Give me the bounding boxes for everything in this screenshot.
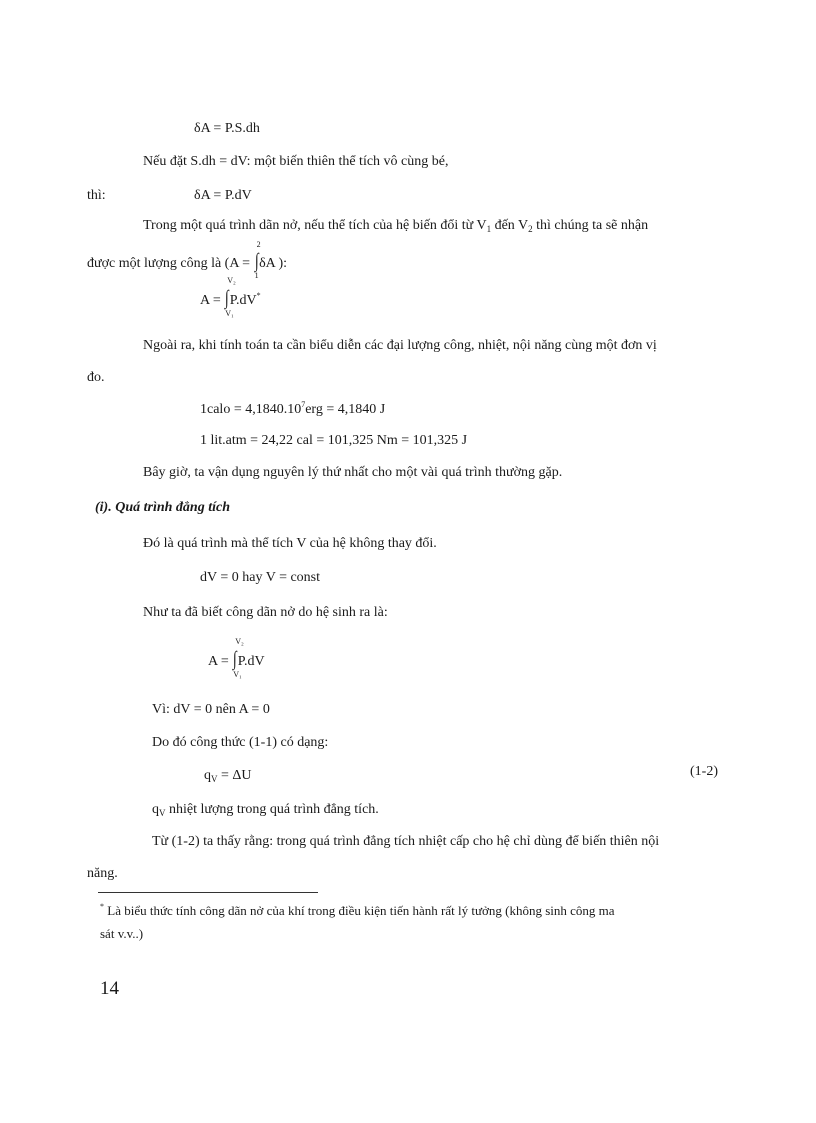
footnote-line1	[100, 903, 615, 919]
paragraph-nhu-ta: Như ta đã biết công dãn nở do hệ sinh ra là:	[143, 605, 388, 620]
integral-lower-limit: 1	[254, 271, 259, 280]
footnote-marker: *	[256, 291, 261, 300]
equation-number: (1-2)	[690, 764, 718, 779]
integral-symbol	[232, 637, 244, 679]
paragraph-do-do: Do đó công thức (1-1) có dạng:	[152, 735, 329, 750]
paragraph-tu-line2: năng.	[87, 866, 118, 881]
subscript: 1	[486, 224, 492, 234]
equation-lhs: A =	[200, 293, 225, 308]
paragraph-bay-gio: Bây giờ, ta vận dụng nguyên lý thứ nhất cho một vài quá trình thường gặp.	[143, 465, 563, 480]
equation-lhs: A =	[208, 654, 233, 669]
paragraph-tu-line1: Từ (1-2) ta thấy rằng: trong quá trình đẳng tích nhiệt cấp cho hệ chỉ dùng để biến thiên nội	[152, 834, 660, 849]
integral-sign: ∫	[225, 287, 229, 309]
integral-sign: ∫	[254, 250, 259, 272]
subscript: V	[159, 808, 166, 818]
equation-calo	[200, 402, 385, 418]
footnote-text: Là biểu thức tính công dãn nở của khí trong điều kiện tiến hành rất lý tưởng (không sinh công ma	[107, 903, 615, 918]
subscript: V	[211, 774, 218, 784]
integral-lower-limit: V₁	[225, 309, 234, 318]
footnote-line2: sát v.v..)	[100, 926, 144, 941]
integral-upper-limit: V₂	[235, 637, 244, 646]
text-segment: đến V	[491, 218, 529, 233]
text-segment: = ΔU	[217, 768, 252, 783]
footnote-divider	[98, 892, 318, 893]
integral-upper-limit: V₂	[227, 276, 236, 285]
equation-rhs: P.dV	[229, 293, 257, 308]
text-segment: q	[204, 768, 211, 783]
integral-symbol	[254, 240, 261, 280]
paragraph-do-la: Đó là quá trình mà thể tích V của hệ không thay đổi.	[143, 536, 437, 551]
text-segment: 1calo = 4,1840.10	[200, 402, 302, 417]
integral-symbol	[224, 276, 236, 318]
text-segment: Trong một quá trình dãn nở, nếu thể tích của hệ biến đổi từ V	[143, 218, 487, 233]
integral-upper-limit: 2	[256, 240, 261, 249]
text-segment: được một lượng công là (A =	[87, 256, 254, 271]
integral-sign: ∫	[233, 648, 237, 670]
equation-dA-PdV: δA = P.dV	[194, 188, 252, 203]
equation-vi: Vì: dV = 0 nên A = 0	[152, 702, 270, 717]
page-number: 14	[100, 978, 119, 999]
footnote-marker: *	[100, 902, 104, 911]
text-segment: q	[152, 802, 159, 817]
label-thi: thì:	[87, 188, 106, 203]
text-segment: nhiệt lượng trong quá trình đẳng tích.	[165, 802, 379, 817]
text-segment: erg = 4,1840 J	[305, 402, 386, 417]
paragraph-trong-line1	[143, 218, 648, 234]
paragraph-ngoai-line2: đo.	[87, 370, 105, 385]
equation-lit-atm: 1 lit.atm = 24,22 cal = 101,325 Nm = 101,325 J	[200, 433, 468, 448]
paragraph-trong-line2	[87, 240, 288, 280]
superscript: 7	[301, 400, 306, 409]
section-heading: (i). Quá trình đẳng tích	[95, 500, 230, 515]
equation-A-integral-2	[208, 637, 265, 679]
paragraph-qv	[152, 802, 379, 818]
integral-lower-limit: V₁	[233, 670, 242, 679]
equation-qv	[204, 768, 252, 784]
equation-dA-PSdh: δA = P.S.dh	[194, 121, 260, 136]
subscript: 2	[528, 224, 533, 234]
equation-A-integral-1	[200, 276, 261, 318]
text-segment: δA ):	[259, 256, 288, 271]
text-neu-dat: Nếu đặt S.dh = dV: một biến thiên thể tích vô cùng bé,	[143, 154, 449, 169]
paragraph-ngoai-line1: Ngoài ra, khi tính toán ta cần biểu diễn các đại lượng công, nhiệt, nội năng cùng một đơn vị	[143, 338, 657, 353]
text-segment: thì chúng ta sẽ nhận	[532, 218, 649, 233]
equation-rhs: P.dV	[237, 654, 265, 669]
equation-dV-zero: dV = 0 hay V = const	[200, 570, 321, 585]
